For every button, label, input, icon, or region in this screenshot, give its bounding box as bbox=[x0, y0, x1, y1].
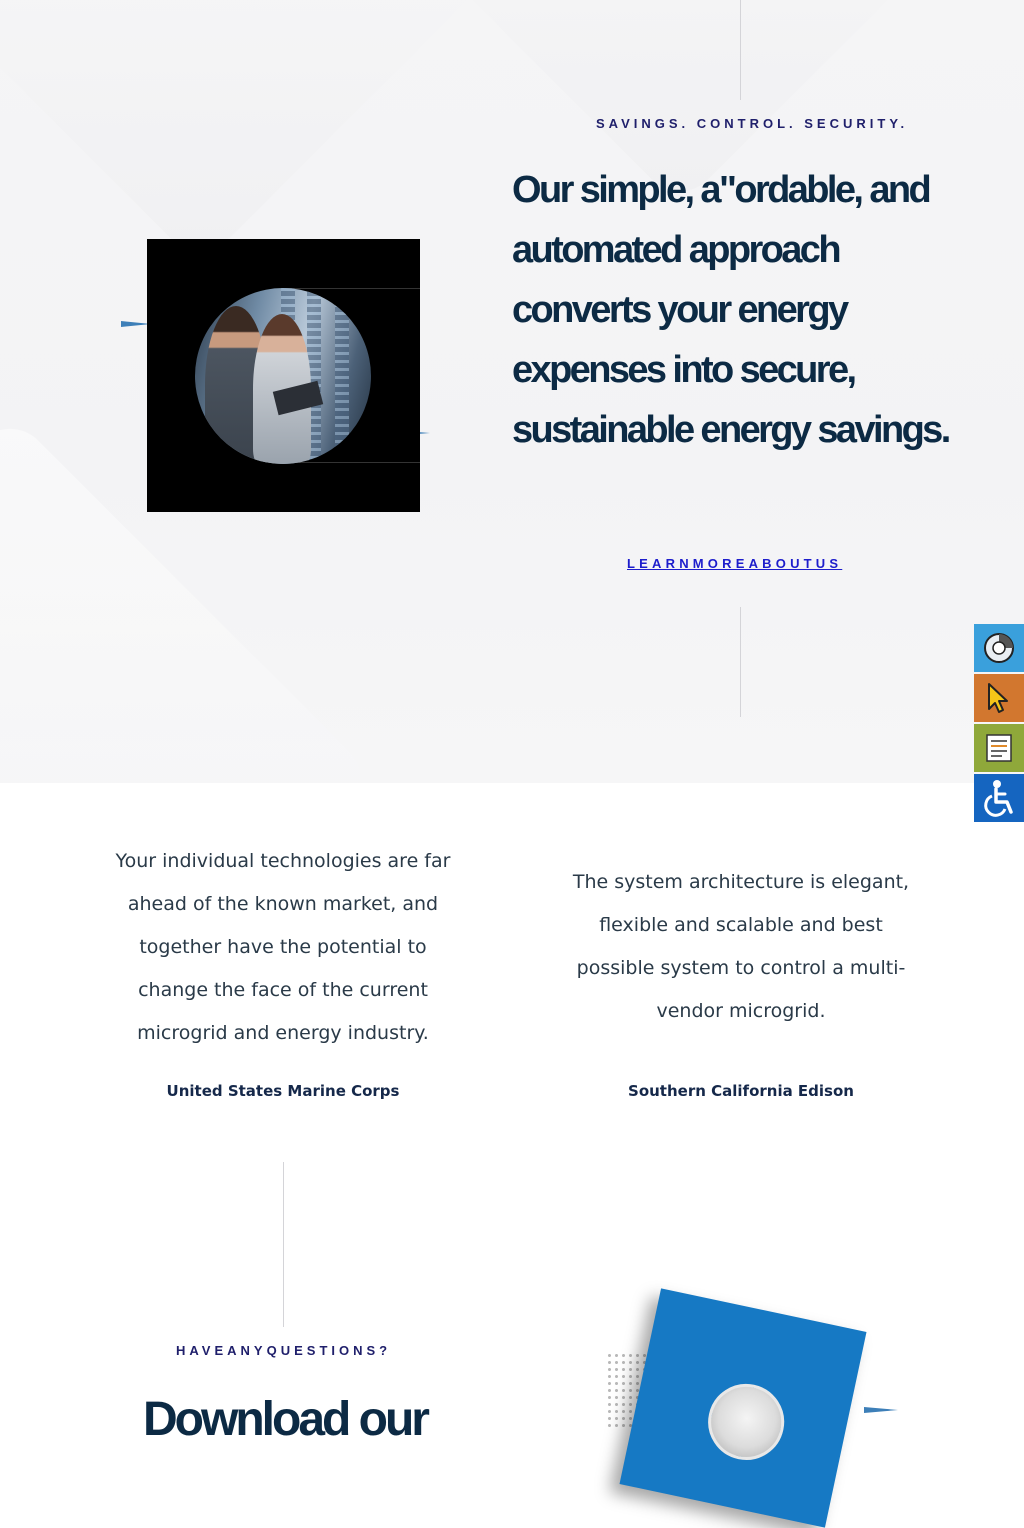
wheelchair-icon bbox=[979, 778, 1019, 818]
accessibility-button[interactable] bbox=[974, 774, 1024, 822]
contrast-icon bbox=[982, 631, 1016, 665]
accessibility-toolbar bbox=[974, 624, 1024, 824]
divider-line bbox=[740, 607, 741, 717]
testimonial-author: Southern California Edison bbox=[628, 1082, 854, 1100]
blue-card bbox=[620, 1288, 867, 1527]
server-rack bbox=[335, 288, 349, 464]
hero-background-shape bbox=[0, 0, 568, 268]
divider-line bbox=[283, 1162, 284, 1327]
swoosh-accent bbox=[864, 1407, 898, 1413]
learn-more-link[interactable]: LEARNMOREABOUTUS bbox=[627, 556, 843, 571]
cursor-button[interactable] bbox=[974, 674, 1024, 722]
hero-headline: Our simple, a"ordable, and automated approach converts your energy expenses into secure, sustainable energy savings. bbox=[512, 169, 949, 451]
questions-eyebrow: HAVEANYQUESTIONS? bbox=[176, 1343, 392, 1358]
testimonial-text: The system architecture is elegant, flexible and scalable and best possible system to control a multi-vendor microgrid. bbox=[572, 871, 910, 1022]
contrast-button[interactable] bbox=[974, 624, 1024, 672]
photo-frame-line bbox=[285, 288, 420, 289]
engineers-photo-circle bbox=[195, 288, 371, 464]
testimonial-quote bbox=[568, 861, 914, 1033]
download-title: Download our bbox=[143, 1393, 427, 1446]
reading-guide-icon bbox=[984, 731, 1014, 765]
hero-photo bbox=[147, 239, 420, 512]
testimonial-quote bbox=[108, 840, 458, 1055]
smart-meter-image bbox=[701, 1377, 791, 1467]
reading-guide-button[interactable] bbox=[974, 724, 1024, 772]
smart-meter-card bbox=[598, 1290, 908, 1460]
testimonial-text: Your individual technologies are far ahead of the known market, and together have the potential to change the face of the current microgrid and energy industry. bbox=[115, 850, 451, 1044]
hero-eyebrow: SAVINGS. CONTROL. SECURITY. bbox=[596, 116, 909, 131]
divider-line bbox=[740, 0, 741, 100]
cursor-icon bbox=[984, 681, 1014, 715]
testimonial-author: United States Marine Corps bbox=[166, 1082, 400, 1100]
